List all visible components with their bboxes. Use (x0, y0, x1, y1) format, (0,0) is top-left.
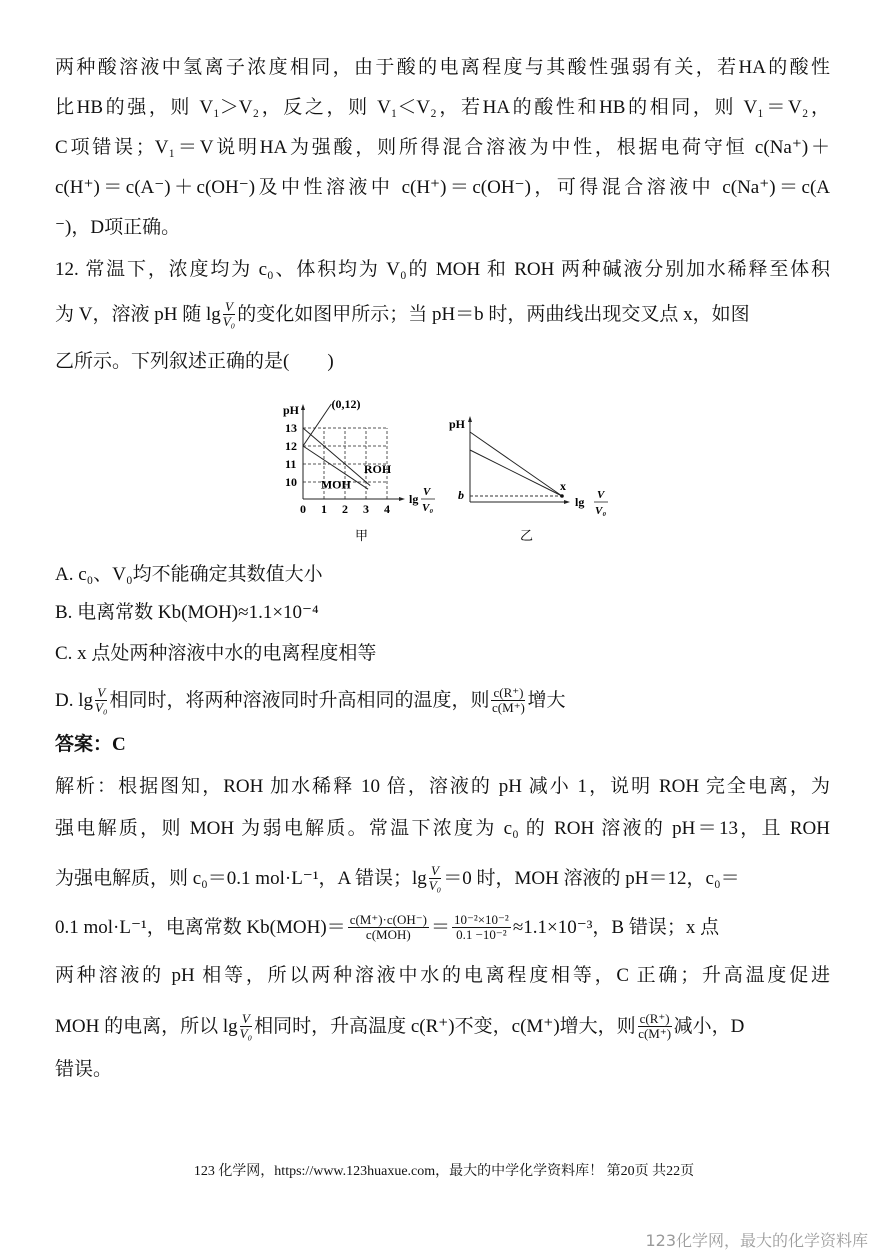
y-label: pH (449, 417, 466, 431)
option-b: B. 电离常数 Kb(MOH)≈1.1×10⁻⁴ (55, 602, 319, 623)
analysis-line: 强电解质，则 MOH 为弱电解质。常温下浓度为 c₀ 的 ROH 溶液的 pH＝13，且 ROH (55, 818, 830, 839)
x-tick-label: 1 (321, 502, 327, 516)
text: ＝ (430, 916, 450, 938)
text: 减小，D (673, 1015, 745, 1037)
question-line: 乙所示。下列叙述正确的是( ) (55, 351, 334, 372)
x-tick-label: 3 (363, 502, 369, 516)
y-axis-arrow (468, 416, 472, 422)
numerator: c(R⁺) (639, 1011, 670, 1026)
figure-yi (449, 416, 608, 543)
fraction-v-v0 (240, 1012, 252, 1041)
caption-yi: 乙 (520, 528, 534, 543)
annotation-label: (0,12) (331, 397, 361, 411)
x-tick-label: 0 (300, 502, 306, 516)
fraction-cr-cm (638, 1012, 672, 1041)
answer-label: 答案： (55, 734, 113, 755)
denominator: c(M⁺) (638, 1026, 672, 1041)
text: 为 V，溶液 pH 随 lg (55, 303, 221, 325)
y-tick-label: 13 (285, 421, 297, 435)
option-a: A. c₀、V₀均不能确定其数值大小 (55, 564, 323, 585)
intersection-point (560, 494, 564, 498)
series-label-roh: ROH (363, 462, 392, 476)
numerator: V (97, 685, 106, 700)
numerator: V (224, 299, 233, 314)
text-line: ⁻)，D项正确。 (55, 217, 181, 238)
numerator: V (241, 1011, 250, 1026)
denominator: c(MOH) (365, 927, 411, 942)
fraction-kb-values (452, 913, 511, 942)
text: 为强电解质，则 c₀＝0.1 mol·L⁻¹，A 错误；lg (55, 867, 427, 889)
text: 增大 (527, 689, 566, 711)
text: MOH 的电离，所以 lg (55, 1015, 238, 1037)
numerator: 10⁻²×10⁻² (453, 912, 509, 927)
caption-jia: 甲 (355, 528, 369, 543)
fraction-v-v0 (95, 686, 107, 715)
series-label-moh: MOH (320, 477, 351, 492)
text: 相同时，升高温度 c(R⁺)不变，c(M⁺)增大，则 (254, 1015, 636, 1037)
denominator: V₀ (428, 878, 442, 893)
denominator: V₀ (95, 700, 108, 715)
text: 的变化如图甲所示；当 pH＝b 时，两曲线出现交叉点 x，如图 (237, 303, 750, 325)
x-label-den: V₀ (595, 505, 607, 517)
text-line: C项错误；V₁＝V说明HA为强酸，则所得混合溶液为中性，根据电荷守恒 c(Na⁺)＋ (55, 137, 830, 158)
curve-upper (470, 432, 562, 496)
y-axis-arrow (301, 404, 305, 410)
analysis-line (55, 1012, 830, 1041)
x-label-lg: lg (409, 492, 419, 506)
analysis-line: 解析：根据图知，ROH 加水稀释 10 倍，溶液的 pH 减小 1，说明 ROH 完全电离，为 (55, 776, 830, 797)
curve-lower (470, 450, 562, 496)
fraction-v-v0 (223, 300, 235, 329)
y-tick-label: 12 (285, 439, 297, 453)
x-point-label: x (560, 479, 566, 493)
analysis-line: 两种溶液的 pH 相等，所以两种溶液中水的电离程度相等，C 正确；升高温度促进 (55, 965, 830, 986)
b-label: b (458, 488, 464, 502)
denominator: V₀ (222, 314, 236, 329)
x-axis-arrow (399, 497, 405, 501)
analysis-line (55, 913, 830, 942)
analysis-line: 错误。 (55, 1059, 113, 1080)
y-tick-label: 10 (285, 475, 297, 489)
question-line (55, 300, 830, 329)
answer-value: C (112, 734, 126, 755)
numerator: c(R⁺) (493, 685, 524, 700)
x-tick-label: 4 (384, 502, 390, 516)
text: ＝0 时，MOH 溶液的 pH＝12，c₀＝ (443, 867, 740, 889)
fraction-cr-cm (491, 686, 525, 715)
x-label-den: V₀ (422, 502, 434, 514)
text-line: c(H⁺)＝c(A⁻)＋c(OH⁻)及中性溶液中 c(H⁺)＝c(OH⁻)，可得混合溶液中 c(Na⁺)＝c(A (55, 177, 830, 198)
fraction-v-v0 (429, 864, 441, 893)
numerator: c(M⁺)·c(OH⁻) (349, 912, 427, 927)
figure (0, 380, 888, 555)
x-axis-arrow (564, 500, 570, 504)
watermark: 123化学网，最大的化学资料库 (645, 1231, 868, 1250)
x-tick-label: 2 (342, 502, 348, 516)
text: ≈1.1×10⁻³，B 错误；x 点 (512, 916, 720, 938)
text: 相同时，将两种溶液同时升高相同的温度，则 (109, 689, 490, 711)
text-line: 两种酸溶液中氢离子浓度相同，由于酸的电离程度与其酸性强弱有关，若HA的酸性 (55, 57, 830, 78)
fraction-kb-expression (348, 913, 429, 942)
text: 0.1 mol·L⁻¹，电离常数 Kb(MOH)＝ (55, 916, 346, 938)
page-footer: 123 化学网，https://www.123huaxue.com，最大的中学化学资料库！ 第20页 共22页 (193, 1164, 695, 1179)
question-line: 12. 常温下，浓度均为 c₀、体积均为 V₀的 MOH 和 ROH 两种碱液分别加水稀释至体积 (55, 259, 830, 280)
y-label: pH (283, 403, 300, 417)
denominator: 0.1 −10⁻² (456, 927, 507, 942)
numerator: V (430, 863, 439, 878)
option-d (55, 686, 830, 715)
x-label-lg: lg (575, 495, 585, 509)
x-label-num: V (597, 489, 605, 501)
analysis-line (55, 864, 830, 893)
figure-jia (283, 397, 435, 543)
text: D. lg (55, 689, 93, 711)
denominator: c(M⁺) (492, 700, 525, 715)
text-line: 比HB的强，则 V₁＞V₂，反之，则 V₁＜V₂，若HA的酸性和HB的相同，则 V₁＝V₂， (55, 97, 830, 118)
y-tick-label: 11 (285, 457, 297, 471)
x-label-num: V (423, 486, 431, 498)
option-c: C. x 点处两种溶液中水的电离程度相等 (55, 643, 377, 664)
answer (55, 733, 830, 757)
denominator: V₀ (239, 1026, 253, 1041)
